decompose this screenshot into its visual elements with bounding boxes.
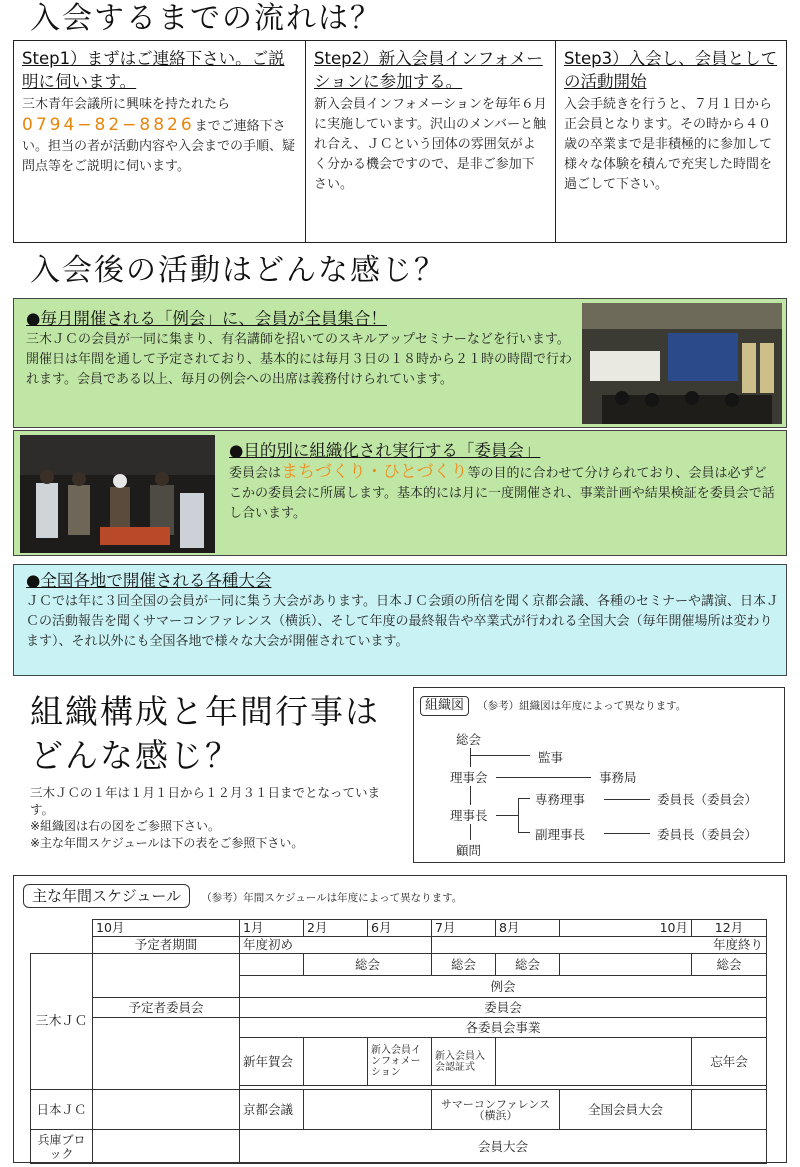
kaiin-taikai-cell: 会員大会: [240, 1130, 767, 1164]
phone-number: 0794−82−8826: [22, 115, 195, 135]
step-1-body-post: までご連絡下さい。担当の者が活動内容や入会までの手順、疑問点等をご説明に伺います。: [22, 119, 296, 174]
schedule-month-row: [31, 920, 767, 937]
iinkai-body-pre: 委員会は: [229, 466, 282, 481]
reikai-box: [13, 298, 787, 428]
month-12: 12月: [692, 920, 767, 937]
soukai-3: 総会: [496, 954, 560, 976]
step-1-title: Step1）まずはご連絡下さい。ご説明に伺います。: [22, 49, 285, 91]
org-section-intro: [30, 690, 400, 852]
yoteisha-kikan: 予定者期間: [93, 937, 240, 954]
yoteisha-iinkai: 予定者委員会: [93, 998, 240, 1018]
ninshou-cell: 新入会員入会認証式: [432, 1038, 496, 1086]
section-title-activities: 入会後の活動はどんな感じ？: [30, 253, 446, 288]
soukai-1: 総会: [304, 954, 432, 976]
reikai-meeting-photo: [582, 303, 782, 424]
info-cell: 新入会員インフォメーション: [368, 1038, 432, 1086]
nihon-jc-label: 日本ＪＣ: [31, 1090, 93, 1130]
soukai-2: 総会: [432, 954, 496, 976]
iinkai-title: ●目的別に組織化され実行する「委員会」: [229, 441, 541, 460]
schedule-nihon-row: [31, 1090, 767, 1130]
iinkai-text: [229, 440, 779, 524]
step-2-title: Step2）新入会員インフォメーションに参加する。: [314, 49, 543, 91]
bounen-cell: 忘年会: [692, 1038, 767, 1086]
hyogo-label: 兵庫ブロック: [31, 1130, 93, 1164]
org-section-desc: 三木ＪＣの１年は１月１日から１２月３１日までとなっています。: [30, 785, 381, 817]
month-2: 2月: [304, 920, 368, 937]
iinkai-box: [13, 430, 787, 556]
org-section-note-2: ※主な年間スケジュールは下の表をご参照下さい。: [30, 836, 304, 850]
nendo-owari: 年度終り: [432, 937, 767, 954]
org-fukuriji: 副理事長: [535, 827, 586, 842]
schedule-note: （参考）年間スケジュールは年度によって異なります。: [201, 892, 463, 904]
org-iinchou-1: 委員長（委員会）: [657, 792, 758, 807]
org-rijikai: 理事会: [450, 770, 488, 785]
iinkai-body: [229, 462, 779, 524]
section-title-flow: 入会するまでの流れは？: [30, 1, 382, 36]
iinkai-event-photo: [20, 435, 215, 553]
schedule-table: [30, 919, 767, 1164]
soukai-4: 総会: [692, 954, 767, 976]
org-chart-note: （参考）組織図は年度によって異なります。: [477, 700, 687, 712]
miki-jc-label: 三木ＪＣ: [31, 954, 93, 1090]
org-soukai: 総会: [456, 732, 482, 747]
schedule-tag: 主な年間スケジュール: [23, 884, 190, 908]
schedule-jigyou-row: [31, 1018, 767, 1038]
org-section-title-2: どんな感じ？: [30, 736, 240, 775]
org-jimukyoku: 事務局: [599, 770, 637, 785]
reikai-cell: 例会: [240, 976, 767, 998]
month-7: 7月: [432, 920, 496, 937]
shinnen-cell: 新年賀会: [240, 1038, 304, 1086]
taikai-text: [26, 570, 781, 652]
month-8: 8月: [496, 920, 560, 937]
org-komon: 顧問: [456, 843, 482, 858]
step-2: [306, 41, 556, 242]
reikai-text: [26, 308, 581, 390]
step-3-body: 入会手続きを行うと、７月１日から正会員となります。その時から４０歳の卒業まで是非積極的に参加して様々な体験を積んで充実した時間を過ごして下さい。: [564, 97, 773, 192]
schedule-header: [23, 884, 462, 908]
month-10b: 10月: [560, 920, 692, 937]
org-rijichou: 理事長: [450, 808, 488, 823]
iinkai-body-post: 等の目的に合わせて分けられており、会員は必ずどこかの委員会に所属します。基本的には月に一度開催され、事業計画や結果検証を委員会で話し合います。: [229, 466, 775, 521]
schedule-hyogo-row: [31, 1130, 767, 1164]
step-3: [556, 41, 786, 242]
iinkai-cell: 委員会: [240, 998, 767, 1018]
zenkoku-cell: 全国会員大会: [560, 1090, 692, 1130]
kyoto-cell: 京都会議: [240, 1090, 304, 1130]
steps-box: [13, 40, 787, 243]
month-6: 6月: [368, 920, 432, 937]
step-1-body-pre: 三木青年会議所に興味を持たれたら: [22, 97, 231, 112]
org-kanji: 監事: [538, 750, 564, 765]
reikai-title: ●毎月開催される「例会」に、会員が全員集合！: [26, 309, 387, 328]
month-1: 1月: [240, 920, 304, 937]
step-1-body: [22, 95, 297, 177]
org-iinchou-2: 委員長（委員会）: [657, 827, 758, 842]
schedule-soukai-row: [31, 954, 767, 976]
org-chart-tag: 組織図: [420, 696, 469, 716]
schedule-period-row: [31, 937, 767, 954]
taikai-body: ＪＣでは年に３回全国の会員が一同に集う大会があります。日本ＪＣ会頭の所信を聞く京都会議、各種のセミナーや講演、日本ＪＣの活動報告を聞くサマーコンファレンス（横浜）、そして年度の最終報告や卒業式が行われる全国大会（毎年開催場所は変わります）、それ以外にも全国各地で様々な大会が開催されています。: [26, 594, 779, 649]
taikai-title: ●全国各地で開催される各種大会: [26, 571, 272, 590]
iinkai-highlight: まちづくり・ひとづくり: [281, 462, 468, 482]
taikai-box: [13, 564, 787, 676]
org-section-note-1: ※組織図は右の図をご参照下さい。: [30, 819, 221, 833]
step-1: [14, 41, 306, 242]
step-2-body: 新入会員インフォメーションを毎年６月に実施しています。沢山のメンバーと触れ合え、ＪＣという団体の雰囲気がよく分かる機会ですので、是非ご参加下さい。: [314, 97, 547, 192]
org-chart-box: [413, 687, 785, 863]
org-section-title-1: 組織構成と年間行事は: [30, 692, 380, 731]
summer-cell: サマーコンファレンス（横浜）: [432, 1090, 560, 1130]
reikai-body: 三木ＪＣの会員が一同に集まり、有名講師を招いてのスキルアップセミナーなどを行います。開催日は年間を通して予定されており、基本的には毎月３日の１８時から２１時の時間で行われます。会員である以上、毎月の例会への出席は義務付けられています。: [26, 332, 573, 387]
nendo-hajime: 年度初め: [240, 937, 432, 954]
step-3-title: Step3）入会し、会員としての活動開始: [564, 49, 778, 91]
org-chart-header: [420, 694, 686, 716]
month-10a: 10月: [93, 920, 240, 937]
org-senmu: 専務理事: [535, 792, 586, 807]
kaku-jigyou-cell: 各委員会事業: [240, 1018, 767, 1038]
schedule-iinkai-row: [31, 998, 767, 1018]
